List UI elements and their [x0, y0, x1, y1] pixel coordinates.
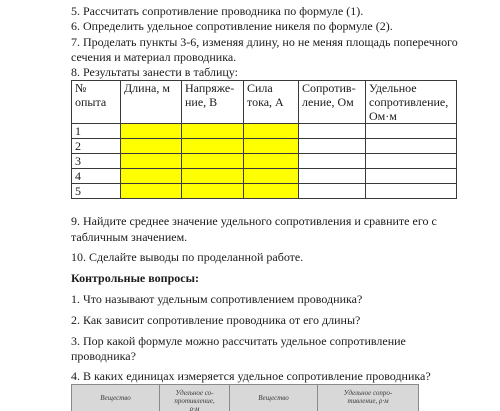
question-3: 3. Пор какой формуле можно рассчитать удельное сопротивление [71, 334, 406, 348]
question-3-continuation: проводника? [71, 349, 136, 363]
table-row [72, 124, 457, 139]
voltage-cell[interactable] [182, 139, 244, 154]
resistance-cell[interactable] [299, 154, 366, 169]
current-cell[interactable] [244, 139, 299, 154]
question-4: 4. В каких единицах измеряется удельное сопротивление проводника? [71, 369, 431, 383]
table-row [72, 169, 457, 184]
current-cell[interactable] [244, 169, 299, 184]
header-text: Сила [247, 81, 273, 95]
questions-title: Контрольные вопросы: [71, 271, 199, 285]
length-cell[interactable] [121, 139, 182, 154]
resistance-cell[interactable] [299, 184, 366, 199]
resistivity-reference-table [71, 384, 419, 411]
step-7-continuation: сечения и материал проводника. [71, 50, 237, 64]
voltage-cell[interactable] [182, 184, 244, 199]
step-7: 7. Проделать пункты 3-6, изменяя длину, но не меняя площадь поперечного [71, 35, 458, 49]
row-number: 5 [72, 184, 121, 199]
resistivity-cell[interactable] [366, 139, 457, 154]
voltage-cell[interactable] [182, 124, 244, 139]
current-cell[interactable] [244, 184, 299, 199]
table-row [72, 154, 457, 169]
resistance-cell[interactable] [299, 139, 366, 154]
header-text: Ом·м [369, 109, 397, 123]
header-text: Напряже- [185, 81, 235, 95]
header-text: Длина, м [124, 81, 170, 95]
ref-header-substance-2: Вещество [230, 385, 318, 411]
ref-header-substance: Вещество [72, 385, 160, 411]
header-text: № [75, 81, 87, 95]
header-resistivity [366, 81, 457, 124]
resistance-cell[interactable] [299, 124, 366, 139]
resistance-cell[interactable] [299, 169, 366, 184]
question-2: 2. Как зависит сопротивление проводника от его длины? [71, 313, 361, 327]
resistivity-cell[interactable] [366, 184, 457, 199]
ref-header-resistivity-2: Удельное сопро- тивление, ρ·м [343, 389, 393, 405]
resistivity-cell[interactable] [366, 169, 457, 184]
results-table-header-row [72, 81, 457, 124]
header-text: тока, А [247, 95, 284, 109]
voltage-cell[interactable] [182, 154, 244, 169]
step-5: 5. Рассчитать сопротивление проводника по формуле (1). [71, 4, 364, 18]
header-text: ление, Ом [302, 95, 354, 109]
step-8: 8. Результаты занести в таблицу: [71, 65, 238, 79]
row-number: 3 [72, 154, 121, 169]
row-number: 1 [72, 124, 121, 139]
header-text: ние, В [185, 95, 218, 109]
length-cell[interactable] [121, 154, 182, 169]
header-length [121, 81, 182, 124]
header-current [244, 81, 299, 124]
table-row [72, 184, 457, 199]
length-cell[interactable] [121, 184, 182, 199]
step-9: 9. Найдите среднее значение удельного сопротивления и сравните его с [71, 214, 437, 228]
resistivity-cell[interactable] [366, 154, 457, 169]
table-row [72, 139, 457, 154]
header-text: опыта [75, 95, 107, 109]
length-cell[interactable] [121, 124, 182, 139]
header-experiment-number [72, 81, 121, 124]
step-9-continuation: табличным значением. [71, 230, 188, 244]
header-text: сопротивление, [369, 95, 449, 109]
ref-header-resistivity: Удельное со- противление, ρ·м [160, 385, 230, 411]
question-1: 1. Что называют удельным сопротивлением проводника? [71, 292, 363, 306]
resistivity-cell[interactable] [366, 124, 457, 139]
step-10: 10. Сделайте выводы по проделанной работе. [71, 250, 304, 264]
row-number: 4 [72, 169, 121, 184]
row-number: 2 [72, 139, 121, 154]
header-voltage [182, 81, 244, 124]
voltage-cell[interactable] [182, 169, 244, 184]
length-cell[interactable] [121, 169, 182, 184]
header-text: Удельное [369, 81, 417, 95]
header-resistance [299, 81, 366, 124]
current-cell[interactable] [244, 154, 299, 169]
step-6: 6. Определить удельное сопротивление никеля по формуле (2). [71, 19, 393, 33]
results-table [71, 80, 457, 199]
header-text: Сопротив- [302, 81, 356, 95]
current-cell[interactable] [244, 124, 299, 139]
